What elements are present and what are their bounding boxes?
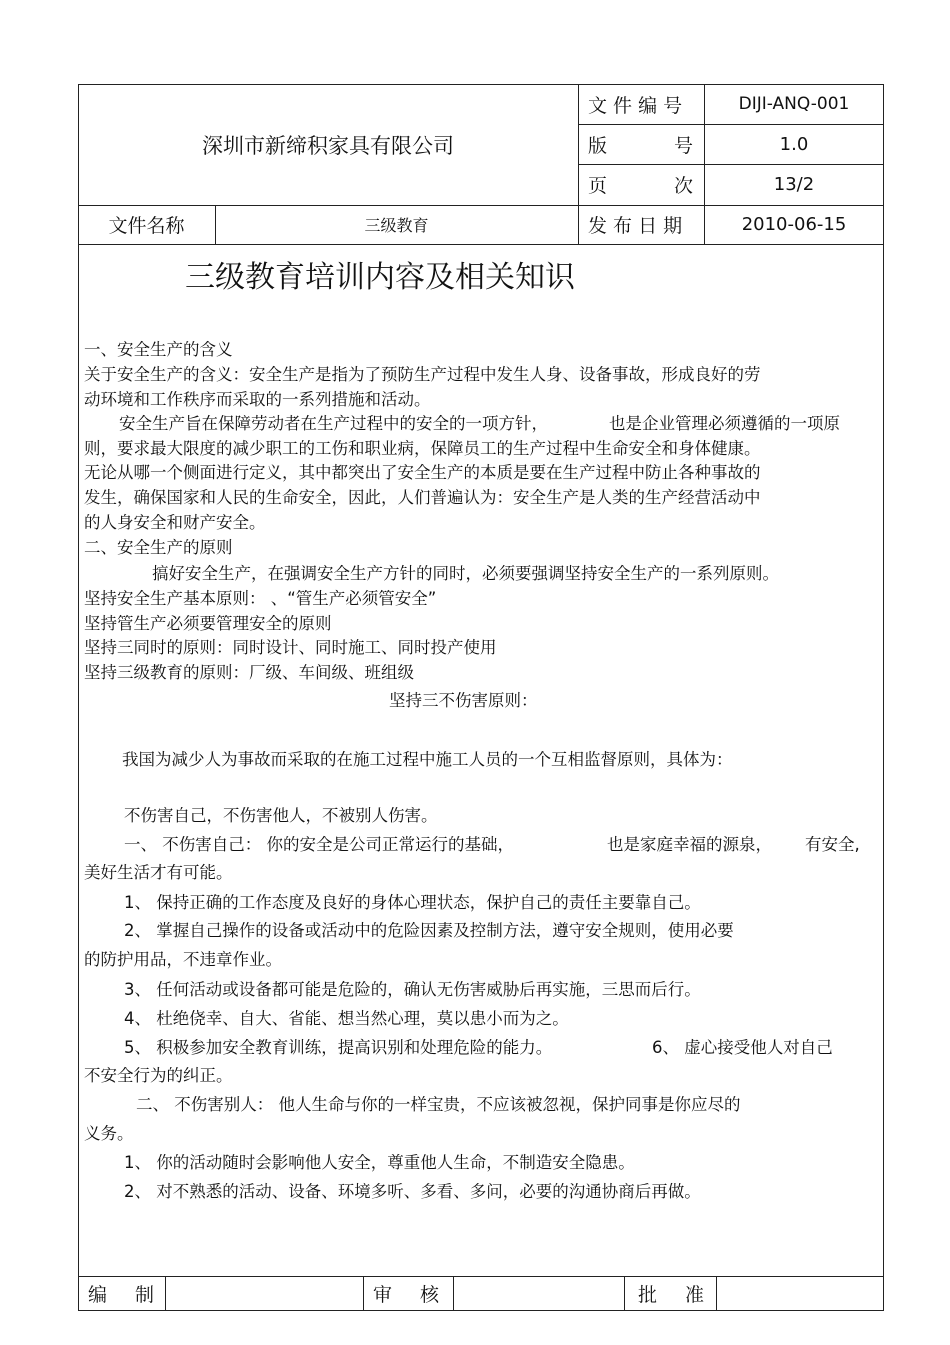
reviewed-label-b: 核 — [419, 1284, 439, 1306]
company-name: 深圳市新缔积家具有限公司 — [202, 133, 454, 158]
body-line: 搞好安全生产，在强调安全生产方针的同时，必须要强调坚持安全生产的一系列原则。 — [152, 564, 779, 583]
list-item: 1、 保持正确的工作态度及良好的身体心理状态，保护自己的责任主要靠自己。 — [124, 893, 701, 912]
body-line: 安全生产旨在保障劳动者在生产过程中的安全的一项方针， — [119, 414, 548, 433]
body-line: 坚持安全生产基本原则： 、“管生产必须管安全” — [84, 589, 437, 608]
rule-header-col-a — [578, 84, 579, 245]
body-line: 也是企业管理必须遵循的一项原 — [609, 414, 840, 433]
reviewed-by-label — [373, 1276, 439, 1311]
list-item: 5、 积极参加安全教育训练，提高识别和处理危险的能力。 — [124, 1038, 553, 1057]
doc-no-value: DIJI-ANQ-001 — [738, 94, 850, 114]
body-line: 二、 不伤害别人： 他人生命与你的一样宝贵，不应该被忽视，保护同事是你应尽的 — [136, 1095, 741, 1114]
document-title: 三级教育培训内容及相关知识 — [185, 260, 575, 295]
reviewed-label-a: 审 — [373, 1284, 393, 1306]
body-line: 无论从哪一个侧面进行定义，其中都突出了安全生产的本质是要在生产过程中防止各种事故的 — [84, 463, 761, 482]
version-label — [588, 124, 693, 164]
page-value: 13/2 — [773, 174, 815, 195]
approved-label-b: 准 — [684, 1284, 704, 1306]
body-line: 有安全, — [805, 835, 860, 854]
body-line: 的防护用品，不违章作业。 — [84, 950, 282, 969]
list-item: 4、 杜绝侥幸、自大、省能、想当然心理，莫以患小而为之。 — [124, 1009, 569, 1028]
body-line: 美好生活才有可能。 — [84, 863, 233, 882]
release-date-value: 2010-06-15 — [741, 214, 847, 235]
page-label-a: 页 — [588, 175, 608, 197]
body-line: 不伤害自己，不伤害他人，不被别人伤害。 — [124, 806, 438, 825]
body-line: 坚持管生产必须要管理安全的原则 — [84, 614, 332, 633]
list-item: 1、 你的活动随时会影响他人安全，尊重他人生命，不制造安全隐患。 — [124, 1153, 635, 1172]
section-heading: 二、安全生产的原则 — [84, 538, 233, 557]
version-value: 1.0 — [779, 133, 809, 155]
body-line: 义务。 — [84, 1124, 134, 1143]
prepared-by-field[interactable] — [166, 1276, 363, 1311]
prepared-label-a: 编 — [88, 1284, 108, 1306]
body-line: 我国为减少人为事故而采取的在施工过程中施工人员的一个互相监督原则，具体为： — [122, 750, 733, 769]
body-line: 也是家庭幸福的源泉， — [607, 835, 772, 854]
page-label — [588, 164, 693, 205]
body-line: 的人身安全和财产安全。 — [84, 513, 266, 532]
list-item: 6、 虚心接受他人对自己 — [652, 1038, 833, 1057]
file-name-value: 三级教育 — [364, 216, 429, 235]
rule-footer-col2 — [363, 1276, 364, 1311]
body-line: 动环境和工作秩序而采取的一系列措施和活动。 — [84, 390, 431, 409]
rule-filename-row — [78, 244, 884, 245]
body-line: 一、 不伤害自己： 你的安全是公司正常运行的基础， — [124, 835, 514, 854]
doc-no-label: 文 件 编 号 — [588, 94, 683, 117]
version-label-b: 号 — [673, 134, 693, 157]
approved-by-field[interactable] — [717, 1276, 883, 1311]
body-line: 不安全行为的纠正。 — [84, 1066, 233, 1085]
body-line: 则，要求最大限度的减少职工的工伤和职业病，保障员工的生产过程中生命安全和身体健康。 — [84, 439, 761, 458]
body-line: 发生，确保国家和人民的生命安全，因此，人们普遍认为：安全生产是人类的生产经营活动中 — [84, 488, 761, 507]
body-line: 坚持三不伤害原则： — [389, 691, 538, 710]
approved-by-label — [638, 1276, 704, 1311]
body-line: 关于安全生产的含义：安全生产是指为了预防生产过程中发生人身、设备事故，形成良好的劳 — [84, 365, 761, 384]
body-line: 一、安全生产的含义 — [84, 340, 233, 359]
reviewed-by-field[interactable] — [454, 1276, 624, 1311]
body-line: 坚持三同时的原则：同时设计、同时施工、同时投产使用 — [84, 638, 497, 657]
prepared-label-b: 制 — [134, 1284, 154, 1306]
version-label-a: 版 — [588, 134, 608, 157]
prepared-by-label — [88, 1276, 154, 1311]
body-line: 坚持三级教育的原则：厂级、车间级、班组级 — [84, 663, 414, 682]
approved-label-a: 批 — [638, 1284, 658, 1306]
release-date-label: 发 布 日 期 — [588, 215, 683, 237]
rule-footer-col4 — [624, 1276, 625, 1311]
page-label-b: 次 — [673, 175, 693, 197]
file-name-label: 文件名称 — [108, 215, 185, 237]
list-item: 2、 对不熟悉的活动、设备、环境多听、多看、多问，必要的沟通协商后再做。 — [124, 1182, 701, 1201]
list-item: 2、 掌握自己操作的设备或活动中的危险因素及控制方法，遵守安全规则，使用必要 — [124, 921, 734, 940]
list-item: 3、 任何活动或设备都可能是危险的，确认无伤害威胁后再实施，三思而后行。 — [124, 980, 701, 999]
